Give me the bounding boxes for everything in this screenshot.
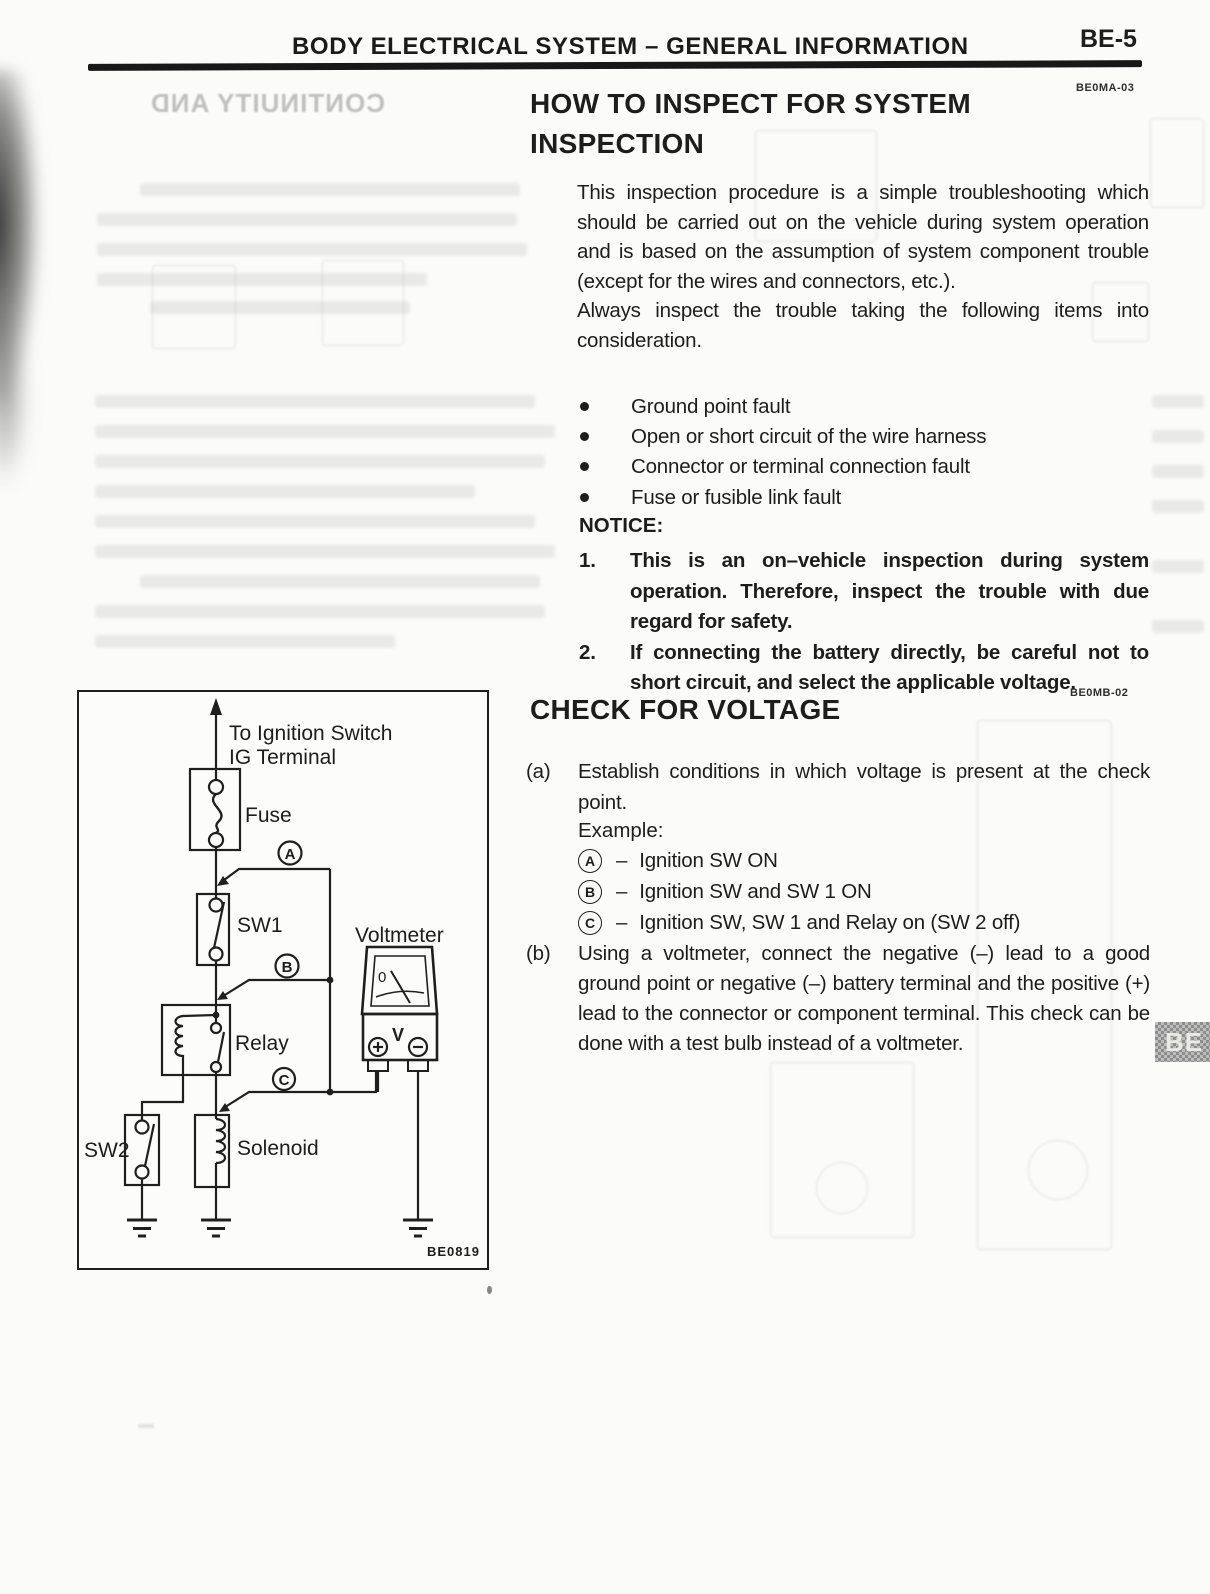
notice-item: 1. This is an on–vehicle inspection during system operation. Therefore, inspect the trouble with due regard for safety. [579,549,1149,634]
bullet-icon [580,432,589,441]
figure-label: Solenoid [237,1137,319,1160]
procedure-step-b [526,939,1150,1059]
example-row: A – Ignition SW ON [578,845,1020,876]
figure-label: IG Terminal [229,746,336,769]
ground-icon [201,1220,231,1236]
tap-letter-c: C [278,1072,290,1089]
list-item: Fuse or fusible link fault [577,483,1153,513]
circuit-diagram [79,692,486,1267]
relay-coil [142,1015,216,1121]
example-list [578,845,1020,939]
intro-paragraph: This inspection procedure is a simple troubleshooting which should be carried out on the vehicle during system operation and is based on the assumption of system component trouble (except for the wires and connectors, etc.). [577,181,1149,293]
section-code: BE0MB-02 [1070,687,1129,699]
section-thumb-tab: BE [1155,1022,1210,1062]
solenoid-coil [216,1119,225,1163]
circled-letter-b: B [578,880,602,904]
intro-paragraphs [577,178,1149,355]
section-title-voltage: CHECK FOR VOLTAGE [530,694,841,725]
tap-letter-b: B [281,959,293,976]
voltmeter-scale-arc [376,991,424,997]
bullet-icon [580,493,589,502]
bullet-icon [580,402,589,411]
fuse-element [213,794,221,833]
dash: – [616,879,628,903]
voltmeter-needle [391,971,410,1003]
circled-letter-a: A [578,849,602,873]
page-number: BE-5 [1080,25,1137,53]
tap-letter-a: A [284,846,296,863]
section-code: BE0MA-03 [1076,82,1135,94]
relay-blade [218,1032,224,1062]
junction-dot [327,977,334,984]
list-item: Open or short circuit of the wire harness [577,422,1153,452]
fault-bullet-list [577,392,1153,513]
list-item: Connector or terminal connection fault [577,452,1153,482]
meter-unit-label: V [392,1025,405,1045]
notice-heading: NOTICE: [579,514,664,537]
header-rule [88,60,1142,71]
ground-icon [403,1220,433,1236]
meter-zero-label: 0 [378,969,387,986]
figure-label: Fuse [245,804,292,827]
intro-paragraph: Always inspect the trouble taking the following items into consideration. [577,299,1149,352]
circuit-diagram-figure [77,690,489,1270]
figure-label: Relay [235,1032,289,1055]
arrow-icon [217,991,228,1000]
step-text: Establish conditions in which voltage is present at the check point. [578,760,1150,814]
figure-label: SW2 [84,1139,130,1162]
figure-code: BE0819 [427,1244,480,1259]
figure-label: To Ignition Switch [229,722,393,745]
page-header-title: BODY ELECTRICAL SYSTEM – GENERAL INFORMATION [292,33,969,60]
figure-label: Voltmeter [355,924,444,947]
notice-list [579,546,1149,699]
scan-speck [487,1286,492,1294]
step-label: (b) [526,942,551,965]
step-text: Using a voltmeter, connect the negative (–) lead to a good ground point or negative (–) battery terminal and the positive (+) lead to the connector or component terminal. This check can be done with a test bulb instead of a voltmeter. [578,942,1150,1055]
sw1-blade [214,902,224,948]
example-row: C – Ignition SW, SW 1 and Relay on (SW 2 off) [578,908,1020,939]
scan-speck [138,1424,154,1428]
scan-edge-shadow [0,300,28,490]
section-title-inspect: HOW TO INSPECT FOR SYSTEM INSPECTION [530,88,972,159]
figure-label: SW1 [237,914,283,937]
example-row: B – Ignition SW and SW 1 ON [578,876,1020,907]
procedure-step-a [526,757,1150,818]
example-heading: Example: [578,819,664,842]
bullet-icon [580,462,589,471]
dash: – [616,911,628,935]
list-item: Ground point fault [577,392,1153,422]
bleedthrough-text-ghost: CONTINUITY AND [150,88,385,118]
step-label: (a) [526,760,551,783]
notice-item: 2. If connecting the battery directly, be careful not to short circuit, and select the applicable voltage. [579,640,1149,695]
dash: – [616,848,628,872]
circled-letter-c: C [578,911,602,935]
ground-icon [127,1220,157,1236]
